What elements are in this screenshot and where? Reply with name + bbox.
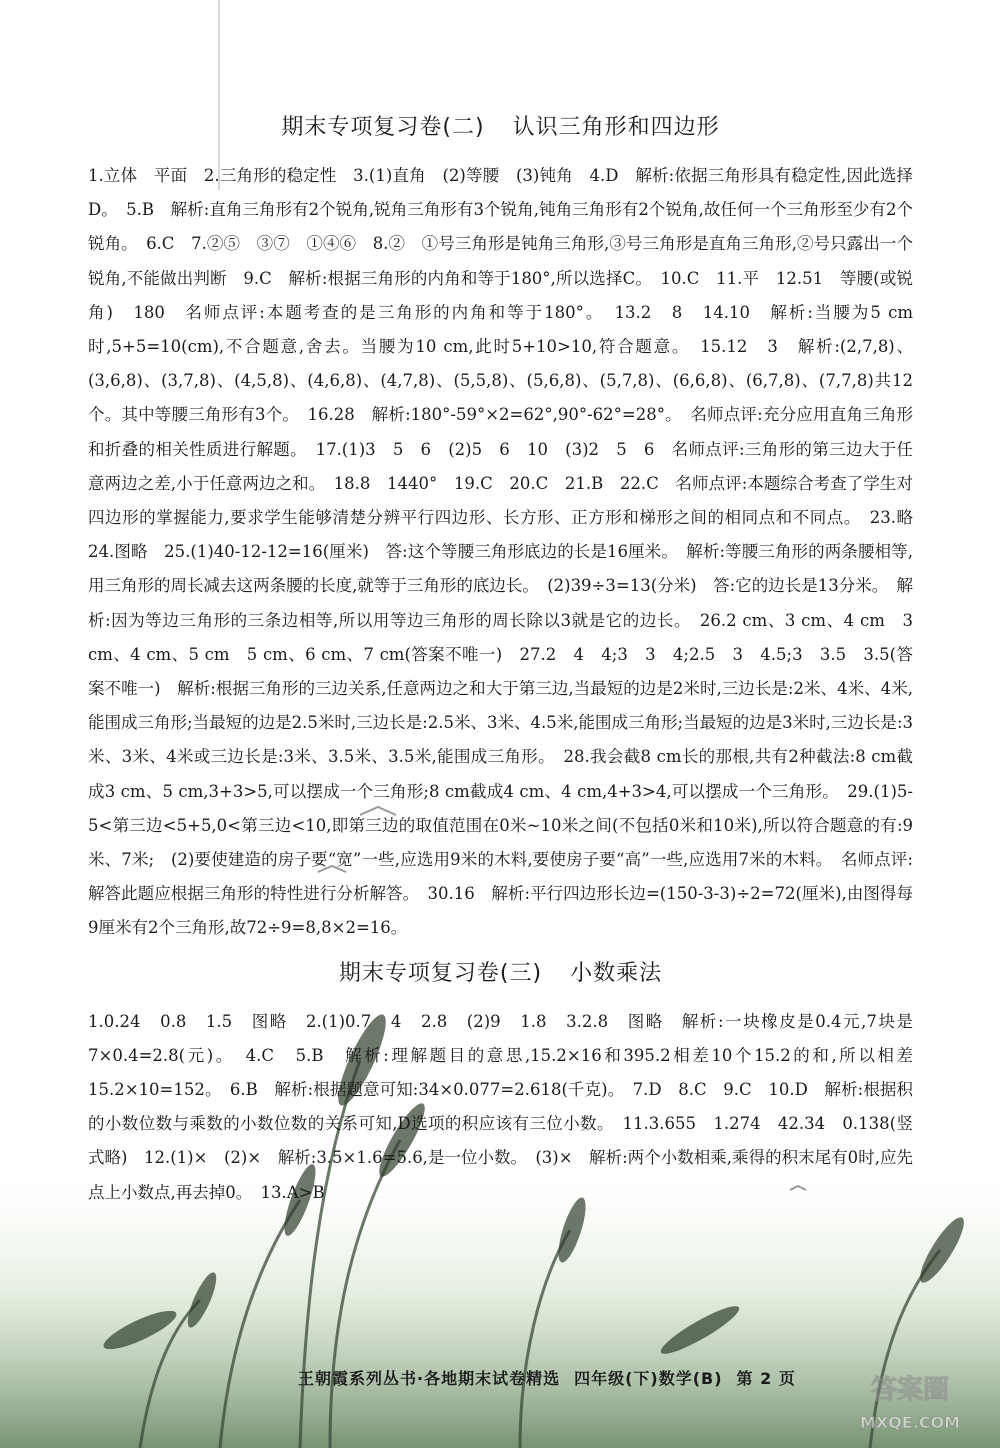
footer-series: 王朝霞系列丛书·各地期末试卷精选 bbox=[298, 1369, 561, 1388]
section-answers-triangles: 1.立体 平面 2.三角形的稳定性 3.(1)直角 (2)等腰 (3)钝角 4.D 解析:依据三角形具有稳定性,因此选择D。 5.B 解析:直角三角形有2个锐角,锐角三角形有3个锐角,钝角三角形有2个锐角,故任何一个三角形至少有2个锐角。 6.C 7.②⑤ ③⑦ ①④⑥ 8.② ①号三角形是钝角三角形,③号三角形是直角三角形,②号只露出一个锐角,不能做出判断 9.C 解析:根据三角形的内角和等于180°,所以选择C。 10.C 11.平 12.51 等腰(或锐角) 180 名师点评:本题考查的是三角形的内角和等于180°。 13.2 8 14.10 解析:当腰为5 cm时,5+5=10(cm),不合题意,舍去。当腰为10 cm,此时5+10>10,符合题意。 15.12 3 解析:(2,7,8)、(3,6,8)、(3,7,8)、(4,5,8)、(4,6,8)、(4,7,8)、(5,5,8)、(5,6,8)、(5,7,8)、(6,6,8)、(6,7,8)、(7,7,8)共12个。其中等腰三角形有3个。 16.28 解析:180°-59°×2=62°,90°-62°=28°。 名师点评:充分应用直角三角形和折叠的相关性质进行解题。 17.(1)3 5 6 (2)5 6 10 (3)2 5 6 名师点评:三角形的第三边大于任意两边之差,小于任意两边之和。 18.8 1440° 19.C 20.C 21.B 22.C 名师点评:本题综合考查了学生对四边形的掌握能力,要求学生能够清楚分辨平行四边形、长方形、正方形和梯形之间的相同点和不同点。 23.略 24.图略 25.(1)40-12-12=16(厘米) 答:这个等腰三角形底边的长是16厘米。 解析:等腰三角形的两条腰相等,用三角形的周长减去这两条腰的长度,就等于三角形的底边长。 (2)39÷3=13(分米) 答:它的边长是13分米。 解析:因为等边三角形的三条边相等,所以用等边三角形的周长除以3就是它的边长。 26.2 cm、3 cm、4 cm 3 cm、4 cm、5 cm 5 cm、6 cm、7 cm(答案不唯一) 27.2 4 4;3 3 4;2.5 3 4.5;3 3.5 3.5(答案不唯一) 解析:根据三角形的三边关系,任意两边之和大于第三边,当最短的边是2米时,三边长是:2米、4米、4米,能围成三角形;当最短的边是2.5米时,三边长是:2.5米、3米、4.5米,能围成三角形;当最短的边是3米时,三边长是:3米、3米、4米或三边长是:3米、3.5米、3.5米,能围成三角形。 28.我会截8 cm长的那根,共有2种截法:8 cm截成3 cm、5 cm,3+3>5,可以摆成一个三角形;8 cm截成4 cm、4 cm,4+3>4,可以摆成一个三角形。 29.(1)5-5<第三边<5+5,0<第三边<10,即第三边的取值范围在0米~10米之间(不包括0米和10米),所以符合题意的有:9米、7米; (2)要使建造的房子要“宽”一些,应选用9米的木料,要使房子要“高”一些,应选用7米的木料。 名师点评:解答此题应根据三角形的特性进行分析解答。 30.16 解析:平行四边形长边=(150-3-3)÷2=72(厘米),由图得每9厘米有2个三角形,故72÷9=8,8×2=16。 bbox=[88, 166, 930, 938]
section-title-triangles bbox=[88, 110, 913, 141]
section-title-part1: 期末专项复习卷(三) bbox=[338, 960, 543, 986]
section-title-part2: 小数乘法 bbox=[570, 960, 663, 986]
section-title-part2: 认识三角形和四边形 bbox=[512, 115, 720, 140]
footer-grade: 四年级(下)数学(B) bbox=[574, 1369, 723, 1388]
section-title-part1: 期末专项复习卷(二) bbox=[281, 115, 485, 140]
watermark-line2: MXQE.COM bbox=[859, 1413, 961, 1432]
section-title-decimal-multiplication bbox=[88, 956, 913, 987]
answer-content bbox=[88, 100, 930, 1210]
watermark-logo bbox=[850, 1358, 970, 1438]
footer-page-number: 第 2 页 bbox=[736, 1369, 796, 1388]
page-footer bbox=[298, 1366, 810, 1389]
section-answers-decimal-multiplication: 1.0.24 0.8 1.5 图略 2.(1)0.7 4 2.8 (2)9 1.8 3.2.8 图略 解析:一块橡皮是0.4元,7块是7×0.4=2.8(元)。 4.C 5.B 解析:理解题目的意思,15.2×16和395.2相差10个15.2的和,所以相差15.2×10=152。 6.B 解析:根据题意可知:34×0.077=2.618(千克)。 7.D 8.C 9.C 10.D 解析:根据积的小数位数与乘数的小数位数的关系可知,D选项的积应该有三位小数。 11.3.655 1.274 42.34 0.138(竖式略) 12.(1)× (2)× 解析:3.5×1.6=5.6,是一位小数。 (3)× 解析:两个小数相乘,乘得的积末尾有0时,应先点上小数点,再去掉0。 13.A>B bbox=[88, 1011, 913, 1202]
watermark-line1: 答案圈 bbox=[870, 1375, 950, 1405]
